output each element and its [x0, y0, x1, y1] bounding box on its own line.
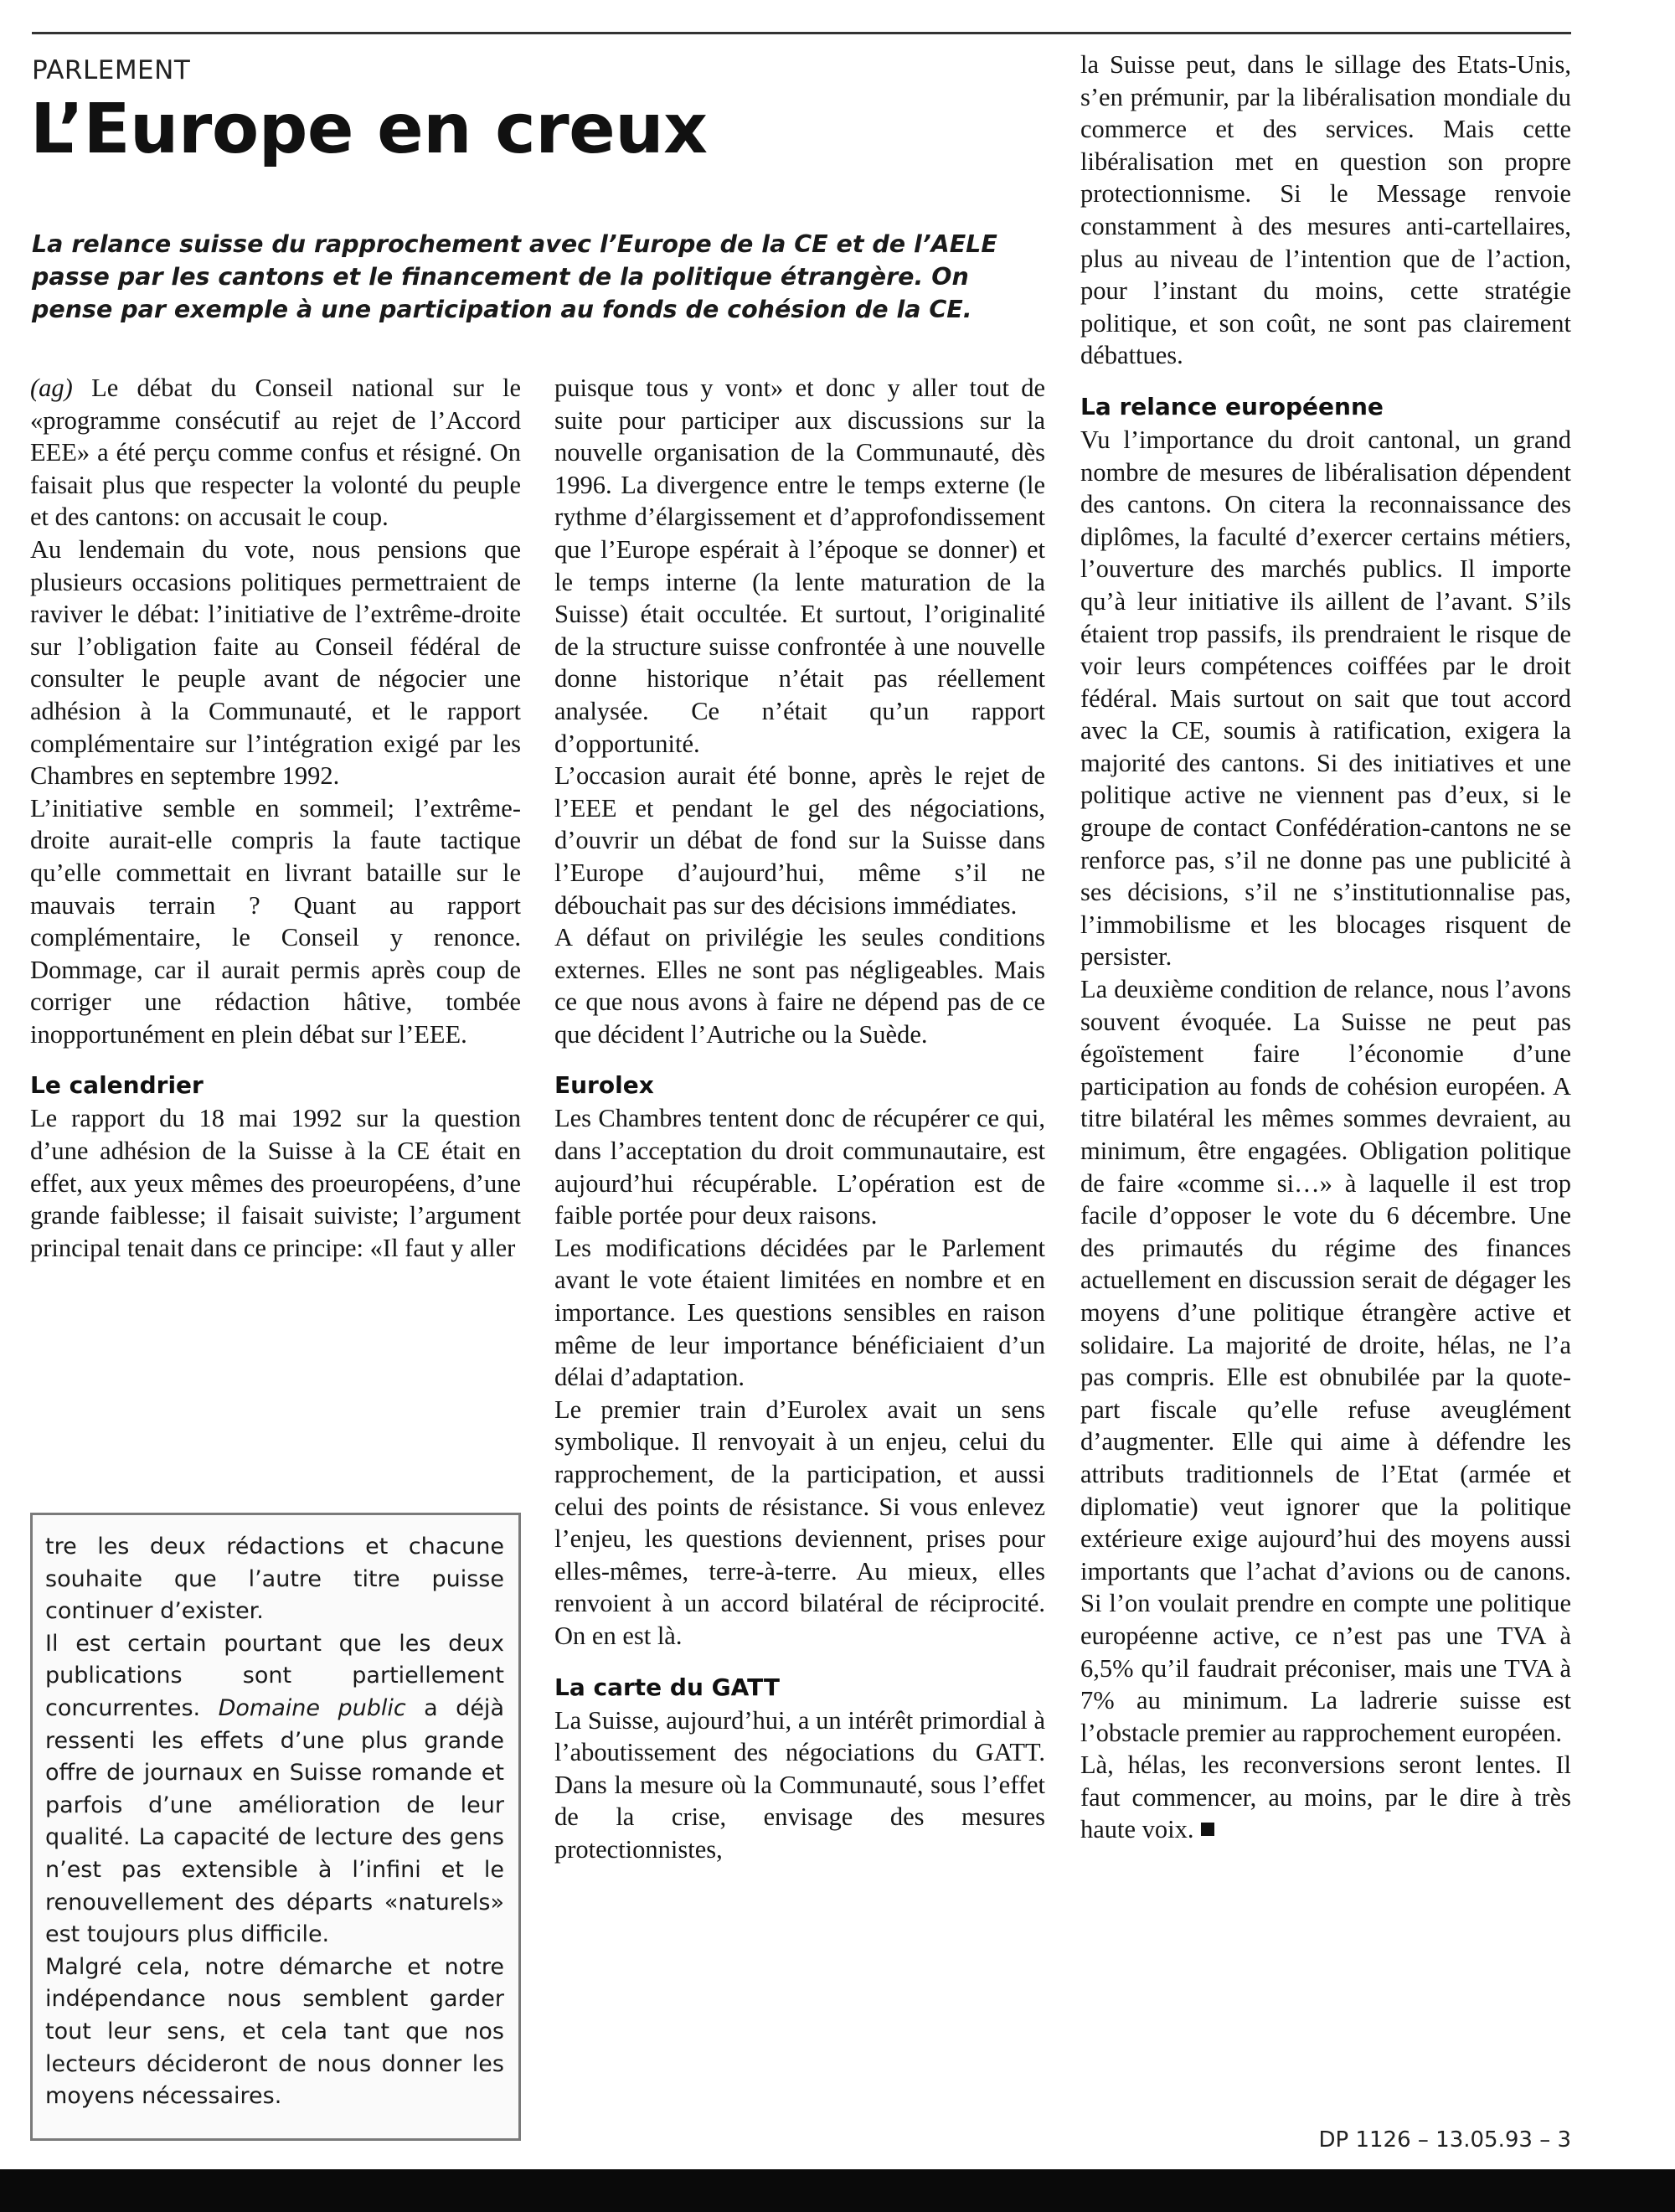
paragraph: Le premier train d’Eurolex avait un sens symbolique. Il renvoyait à un enjeu, celui du rapprochement, de la participation, et aussi celui des points de résistance. Si vous enlevez l’enjeu, les questions deviennent, prises pour elles-mêmes, terre-à-terre. Au mieux, elles renvoient à un accord bilatéral de réciprocité. On en est là. [554, 1395, 1045, 1650]
subheading-relance: La relance européenne [1080, 392, 1384, 420]
paragraph: la Suisse peut, dans le sillage des Etats-Unis, s’en prémunir, par la libéralisation mondiale du commerce et des services. Mais cette libéralisation met en question son propre protectionnisme. Si le Message renvoie constamment à des mesures anti-cartellaires, plus au niveau de l’intention que de l’action, pour l’instant du moins, cette stratégie politique, et son coût, ne sont pas clairement débattues. [1080, 50, 1571, 370]
paragraph: (ag) Le débat du Conseil national sur le «programme consécutif au rejet de l’Accord EEE» a été perçu comme confus et résigné. On faisait plus que respecter la volonté du peuple et des cantons: on accusait le coup. [30, 374, 521, 532]
paragraph: Là, hélas, les reconversions seront lentes. Il faut commencer, au moins, par le dire à très haute voix. [1080, 1751, 1571, 1844]
paragraph: Les Chambres tentent donc de récupérer ce qui, dans l’acceptation du droit communautaire, est aujourd’hui récupérable. L’opération est de faible portée pour deux raisons. [554, 1104, 1045, 1230]
column-2 [554, 372, 1045, 1866]
subheading-gatt: La carte du GATT [554, 1673, 780, 1701]
publication-name: Domaine public [218, 1694, 406, 1721]
article-title: L’Europe en creux [30, 90, 708, 169]
subheading-eurolex: Eurolex [554, 1071, 654, 1100]
column-1 [30, 372, 521, 1264]
author-initials: (ag) [30, 374, 73, 402]
section-label: PARLEMENT [32, 55, 191, 85]
paragraph: Il est certain pourtant que les deux publications sont partiellement concurrentes. Domaine public a déjà ressenti les effets d’une plus grande offre de journaux en Suisse romande et parfois d’une amélioration de leur qualité. La capacité de lecture des gens n’est pas extensible à l’infini et le renouvellement des départs «naturels» est toujours plus difficile. [45, 1630, 504, 1948]
paragraph: L’initiative semble en sommeil; l’extrême-droite aurait-elle compris la faute tactique qu’elle commettait en livrant bataille sur le mauvais terrain ? Quant au rapport complémentaire, le Conseil y renonce. Dommage, car il aurait permis après coup de corriger une rédaction hâtive, tombée inopportunément en plein débat sur l’EEE. [30, 793, 521, 1049]
paragraph: tre les deux rédactions et chacune souhaite que l’autre titre puisse continuer d’exister. [45, 1534, 504, 1625]
page-footer: DP 1126 – 13.05.93 – 3 [1318, 2127, 1571, 2153]
paragraph: La Suisse, aujourd’hui, a un intérêt primordial à l’aboutissement des négociations du GATT. Dans la mesure où la Communauté, sous l’effet de la crise, envisage des mesures protectionnistes, [554, 1705, 1045, 1864]
paragraph: Vu l’importance du droit cantonal, un grand nombre de mesures de libéralisation dépendent des cantons. On citera la reconnaissance des diplômes, la faculté d’exercer certains métiers, l’ouverture des marchés publics. Il importe qu’à leur initiative ils aillent de l’avant. S’ils étaient trop passifs, ils prendraient le risque de voir leurs compétences coiffées par le droit fédéral. Mais surtout on sait que tout accord avec la CE, soumis à ratification, exigera la majorité des cantons. Si des initiatives et une politique active ne viennent pas d’eux, si le groupe de contact Confédération-cantons ne se renforce pas, s’il ne donne pas une publicité à ses décisions, s’il ne s’institutionnalise pas, l’immobilisme et les blocages risquent de persister. [1080, 425, 1571, 972]
paragraph: La deuxième condition de relance, nous l’avons souvent évoquée. La Suisse ne peut pas égoïstement faire l’économie d’une participation au fonds de cohésion européen. A titre bilatéral les mêmes sommes devraient, au minimum, être engagées. Obligation politique de faire «comme si…» à laquelle il est trop facile d’opposer le vote du 6 décembre. Une des primautés du régime des finances actuellement en discussion serait de dégager les moyens d’une politique étrangère active et solidaire. La majorité de droite, hélas, ne l’a pas compris. Elle est obnubilée par la quote-part fiscale qu’elle refuse aveuglément d’augmenter. Elle qui aime à défendre les attributs traditionnels de l’Etat (armée et diplomatie) veut ignorer que la politique extérieure exige aujourd’hui des moyens aussi importants que l’achat d’avions ou de canons. Si l’on voulait prendre en compte une politique européenne active, ce n’est pas une TVA à 6,5% qu’il faudrait préconiser, mais une TVA à 7% au minimum. La ladrerie suisse est l’obstacle premier au rapprochement européen. [1080, 975, 1571, 1747]
subheading-calendrier: Le calendrier [30, 1071, 204, 1100]
boxed-note-text [45, 1531, 504, 2113]
paragraph: Malgré cela, notre démarche et notre indépendance nous semblent garder tout leur sens, et cela tant que nos lecteurs décideront de nous donner les moyens nécessaires. [45, 1953, 504, 2110]
paragraph: L’occasion aurait été bonne, après le rejet de l’EEE et pendant le gel des négociations, d’ouvrir un débat de fond sur la Suisse dans l’Europe d’aujourd’hui, même s’il ne débouchait pas sur des décisions immédiates. [554, 761, 1045, 920]
column-3 [1080, 49, 1571, 1846]
paragraph: A défaut on privilégie les seules conditions externes. Elles ne sont pas négligeables. Mais ce que nous avons à faire ne dépend pas de ce que décident l’Autriche ou la Suède. [554, 923, 1045, 1049]
article-lead: La relance suisse du rapprochement avec l’Europe de la CE et de l’AELE passe par les cantons et le financement de la politique étrangère. On pense par exemple à une participation au fonds de cohésion de la CE. [32, 230, 997, 323]
paragraph: Le rapport du 18 mai 1992 sur la question d’une adhésion de la Suisse à la CE était en effet, aux yeux mêmes des proeuropéens, d’une grande faiblesse; il faisait suiviste; l’argument principal tenait dans ce principe: «Il faut y aller [30, 1104, 521, 1262]
top-rule [32, 32, 1571, 34]
end-of-article-mark [1201, 1823, 1214, 1836]
paragraph: Les modifications décidées par le Parlement avant le vote étaient limitées en nombre et en importance. Les questions sensibles en raison même de leur importance bénéficiaient d’un délai d’adaptation. [554, 1233, 1045, 1392]
paragraph: puisque tous y vont» et donc y aller tout de suite pour participer aux discussions sur la nouvelle organisation de la Communauté, dès 1996. La divergence entre le temps externe (le rythme d’élargissement et d’approfondissement que l’Europe espérait à l’époque se donner) et le temps interne (la lente maturation de la Suisse) était occultée. Et surtout, l’originalité de la structure suisse confrontée à une nouvelle donne historique n’était pas réellement analysée. Ce n’était qu’un rapport d’opportunité. [554, 374, 1045, 758]
bottom-band [0, 2169, 1675, 2212]
paragraph: Au lendemain du vote, nous pensions que plusieurs occasions politiques permettraient de raviver le débat: l’initiative de l’extrême-droite sur l’obligation faite au Conseil fédéral de consulter le peuple avant de négocier une adhésion à la Communauté, et le rapport complémentaire sur l’intégration exigé par les Chambres en septembre 1992. [30, 534, 521, 791]
